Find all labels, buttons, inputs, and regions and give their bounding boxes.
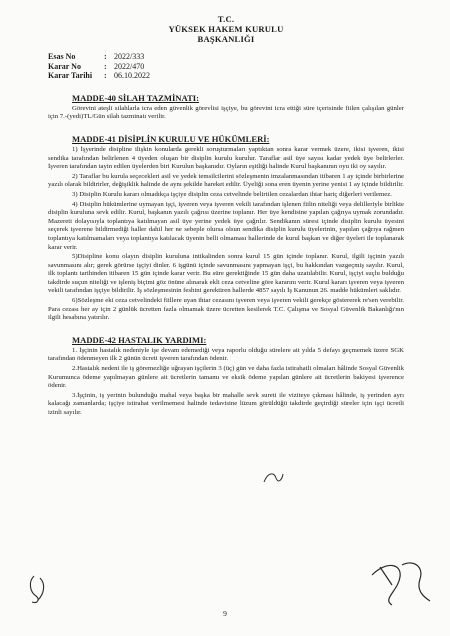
signature-right-icon [362,555,434,613]
meta-row-decision-date [48,71,404,81]
meta-sep: : [104,71,107,81]
paragraph: Görevini ateşli silahlarla icra eden güvenlik görevlisi işçiye, bu görevini icra ettiği süre içerisinde fiilen çalışılan günler için 7.-(yedi)TL/Gün silah tazminatı verilir. [48,104,404,121]
document-header [48,14,404,44]
section-title-madde-42: MADDE-42 HASTALIK YARDIMI: [72,334,207,345]
header-tc: T.C. [217,14,235,24]
meta-row-decision-no [48,62,404,72]
meta-label: Esas No [48,52,76,61]
meta-value: 06.10.2022 [114,71,150,81]
meta-label: Karar Tarihi [48,71,93,81]
meta-sep: : [104,52,107,61]
paragraph: 1. İşçinin hastalık nedeniyle işe devam edemediği veya raporlu olduğu sürelere ait yılda 5 defayı geçmemek üzere SGK tarafından ödenmeyen ilk 2 günün ücreti işveren tarafından ödenir. [48,346,404,363]
page-number: 9 [223,609,227,618]
paragraph: 6)Sözleşme eki ceza cetvelindeki fiillere uyan ihtar cezasını işveren veya işveren vekili gerekçe göstererek re'sen verebilir. Para cezası her ay için 2 günlük ücretten fazla olmamak üzere ücretten kesilerek T.C. Çalışma ve Sosyal Güvenlik Bakanlığı'nın ilgili hesabına yatırılır. [48,297,404,322]
meta-sep: : [104,61,107,71]
initial-mark-icon [262,470,284,486]
meta-value: 2022/470 [114,61,145,71]
paragraph: 5)Disipline konu olayın disiplin kuruluna intikalinden sonra kurul 15 gün içinde toplanır. Kurul, ilgili işçinin yazılı savunmasını alır; gerek görürse işçiyi dinler. 6 işgünü içinde savunmasını yapmayan işçi, bu hakkından vazgeçmiş sayılır. Kurul, ilk toplantı tarihinden itibaren 15 gün içinde karar verir. Bu süre gerektiğinde 15 gün daha uzatılabilir. Kurul, işçiyi suçlu bulduğu takdirde suçun niteliği ve işleniş biçimi göz önüne alınarak ekli ceza cetveline göre kararını verir. Kurul kararı işveren veya işveren vekili tarafından işçiye bildirilir. İş sözleşmesinin feshini gerektiren hallerde 4857 sayılı İş Kanunun 26. madde hükümleri saklıdır. [48,253,404,295]
paragraph: 1) İşyerinde disipline ilişkin konularda gerekli soruşturmaları yaptıktan sonra karar vermek üzere, ikisi işveren, ikisi sendika tarafından belirlenen 4 üyeden oluşan bir disiplin kurulu kurulur. Taraflar asil üye sayısı kadar yedek üye belirlerler. İşveren tarafından tayin edilen üyelerden biri Kurulun başkanıdır. Oyların eşitliği halinde Kurul başkanının oyu iki oy sayılır. [48,145,404,171]
meta-value: 2022/333 [114,52,145,61]
section-title-madde-41: MADDE-41 DİSİPLİN KURULU VE HÜKÜMLERİ: [72,133,270,144]
meta-row-case-no [48,52,404,62]
header-presidency: BAŞKANLIĞI [197,34,255,44]
paragraph: 4) Disiplin hükümlerine uymayan işçi, işveren veya işveren vekili tarafından işlenen fiilin niteliği veya delilleriyle birlikte disiplin kuruluna sevk edilir. Kurul, başkanın yazılı çağrısı üzerine toplanır. Her üye kendisine yapılan çağrıya uymak zorundadır. Mazereti dolayısıyla toplantıya katılmayan asil üye yerine yedek üye çağrılır. Sendikanın süresi içinde disiplin kurulu üyesini seçerek işverene bildirmediği haller dahil her ne sebeple olursa olsun sendika disiplin kurulu üyelerinin, yapılan çağrıya rağmen toplantıya katılmamaları veya toplantıya katılacak üyenin belli olmaması hallerinde de kurul başkan ve diğer üyeleri ile toplanarak karar verir. [48,200,404,251]
section-title-madde-40: MADDE-40 SİLAH TAZMİNATI: [72,92,200,103]
paragraph: 2) Taraflar bu kurula seçecekleri asil ve yedek temsilcilerini sözleşmenin imzalanmasından itibaren 1 ay içinde birbirlerine yazılı olarak bildirirler, değişiklik halinde de aynı şekilde hareket edilir. Üyeliği sona eren üyenin yerine yenisi 1 ay içinde bildirilir. [48,172,404,189]
case-meta [48,52,404,81]
paragraph: 2.Hastalık nedeni ile iş göremezliğe uğrayan işçilerin 3 (üç) gün ve daha fazla istirahatli olmaları hâlinde Sosyal Güvenlik Kurumunca ödeme yapılmayan günlere ait ücretlerin tamamı ve eksik ödeme yapılan günlere ait ücretlerin bakiyesi işverence ödenir. [48,365,404,390]
meta-label: Karar No [48,61,81,71]
paragraph: 3.İşçinin, iş yerinin bulunduğu mahal veya başka bir mahalle sevk sureti ile viziteye çıkması hâlinde, iş yerinden ayrı kalacağı zamanlarda; işçiye istirahat verilmemesi halinde tedavisine lüzum görüldüğü takdirde geçirdiği süreler için işçi ücretli izinli sayılır. [48,391,404,416]
header-board: YÜKSEK HAKEM KURULU [168,24,284,34]
signature-left-icon [26,572,56,606]
paragraph: 3) Disiplin Kurulu kararı olmadıkça işçiye disiplin ceza cetvelinde belirtilen cezalardan ihtar hariç diğerleri verilemez. [72,190,392,198]
